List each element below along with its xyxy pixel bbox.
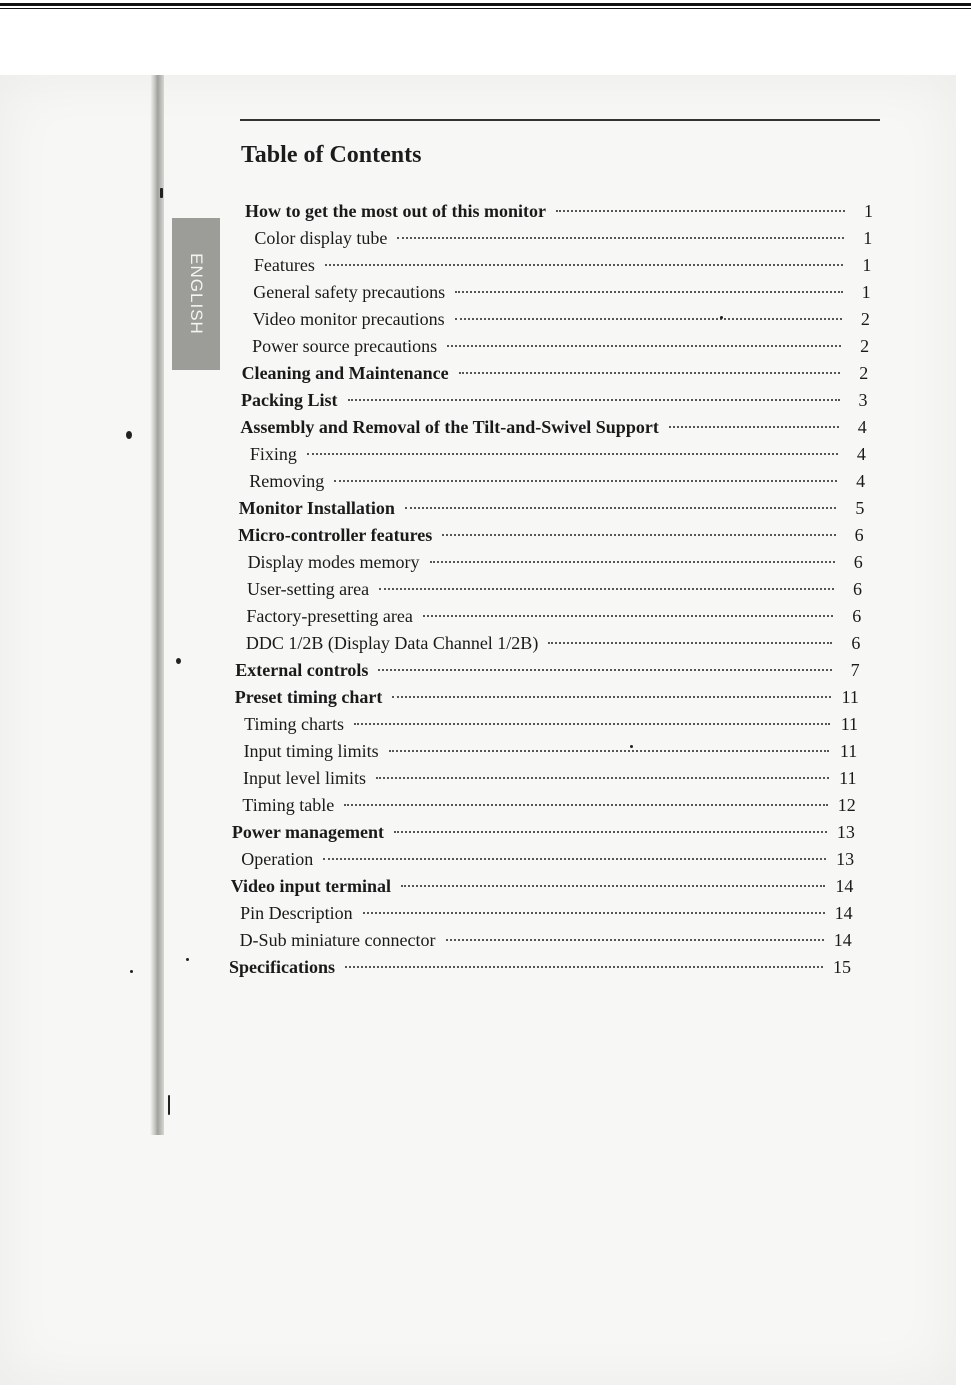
scan-speck	[160, 188, 163, 198]
dot-leader	[348, 399, 840, 401]
toc-subentry	[243, 767, 857, 789]
toc-entry	[235, 686, 859, 708]
toc-entry-label: Assembly and Removal of the Tilt-and-Swivel Support	[240, 417, 659, 437]
toc-entry-label: D-Sub miniature connector	[239, 930, 436, 950]
page-title: Table of Contents	[241, 142, 422, 168]
toc-entry-label: Specifications	[229, 957, 335, 977]
toc-entry	[229, 956, 851, 978]
scan-speck	[186, 958, 189, 961]
toc-subentry	[248, 551, 863, 573]
dot-leader	[389, 750, 830, 752]
toc-subentry	[244, 740, 858, 762]
toc-entry-page: 4	[857, 417, 867, 437]
dot-leader	[307, 453, 838, 455]
toc-entry-label: Operation	[241, 849, 314, 869]
toc-entry-label: Video monitor precautions	[252, 309, 445, 329]
scan-speck	[630, 745, 633, 748]
toc-subentry	[246, 632, 861, 654]
toc-entry-label: Features	[253, 255, 315, 275]
scan-speck	[720, 316, 723, 319]
toc-entry-page: 12	[837, 795, 856, 815]
dot-leader	[455, 318, 842, 320]
toc-subentry	[240, 929, 852, 951]
toc-entry-page: 1	[862, 255, 872, 275]
dot-leader	[430, 561, 835, 563]
toc-entry-label: Power source precautions	[252, 336, 438, 356]
toc-entry-page: 6	[853, 552, 863, 572]
dot-leader	[354, 723, 830, 725]
scan-speck	[126, 431, 132, 439]
toc-entry-label: External controls	[235, 660, 369, 680]
dot-leader	[392, 696, 831, 698]
dot-leader	[442, 534, 835, 536]
dot-leader	[556, 210, 845, 212]
toc-entry-label: Display modes memory	[247, 552, 420, 572]
toc-entry-label: Video input terminal	[230, 876, 392, 896]
toc-subentry	[249, 470, 865, 492]
toc-entry-page: 11	[840, 714, 859, 734]
dot-leader	[334, 480, 837, 482]
toc-entry-page: 1	[861, 282, 871, 302]
toc-entry-label: Timing table	[242, 795, 335, 815]
toc-entry-label: Power management	[231, 822, 384, 842]
toc-entry-page: 6	[852, 606, 862, 626]
toc-entry-label: Input level limits	[243, 768, 366, 788]
toc-entry-page: 6	[854, 525, 864, 545]
toc-entry-label: DDC 1/2B (Display Data Channel 1/2B)	[245, 633, 539, 653]
scan-speck	[130, 970, 133, 973]
dot-leader	[455, 291, 842, 293]
dot-leader	[669, 426, 839, 428]
toc-entry	[245, 200, 873, 222]
language-tab	[172, 218, 220, 370]
toc-entry-page: 2	[860, 309, 870, 329]
toc-entry	[235, 659, 859, 681]
toc-entry-label: Micro-controller features	[238, 525, 433, 545]
header-rule-thin	[0, 8, 971, 9]
toc-entry-label: Packing List	[241, 390, 338, 410]
toc-entry	[231, 875, 854, 897]
toc-entry-label: User-setting area	[247, 579, 370, 599]
dot-leader	[459, 372, 841, 374]
toc-entry-label: Removing	[249, 471, 325, 491]
toc-entry-page: 6	[851, 633, 861, 653]
toc-subentry	[247, 578, 862, 600]
toc-subentry	[241, 848, 854, 870]
toc-entry	[238, 524, 863, 546]
toc-entry	[241, 389, 868, 411]
toc-entry-label: Fixing	[249, 444, 297, 464]
toc-subentry	[254, 227, 872, 249]
title-rule	[240, 119, 880, 121]
dot-leader	[363, 912, 825, 914]
toc-subentry	[242, 794, 855, 816]
toc-subentry	[253, 308, 870, 330]
toc-subentry	[244, 713, 858, 735]
toc-subentry	[250, 443, 866, 465]
toc-entry-page: 13	[836, 849, 855, 869]
toc-entry-label: Cleaning and Maintenance	[241, 363, 449, 383]
toc-entry-page: 4	[856, 444, 866, 464]
toc-entry	[239, 497, 865, 519]
toc-subentry	[240, 902, 852, 924]
toc-entry-page: 11	[841, 687, 859, 707]
toc-entry	[242, 362, 869, 384]
toc-entry-page: 14	[833, 930, 852, 950]
toc-entry-page: 14	[835, 876, 854, 896]
toc-entry-label: Pin Description	[240, 903, 353, 923]
language-tab-label: ENGLISH	[187, 253, 207, 335]
toc-entry-page: 2	[860, 336, 870, 356]
dot-leader	[376, 777, 829, 779]
toc-entry-page: 3	[858, 390, 868, 410]
toc-entry-page: 15	[833, 957, 851, 977]
toc-entry-page: 1	[863, 228, 873, 248]
toc-entry-page: 14	[834, 903, 853, 923]
toc-subentry	[253, 281, 870, 303]
toc-entry-page: 6	[853, 579, 862, 599]
toc-entry-label: Factory-presetting area	[246, 606, 413, 626]
toc-subentry	[254, 254, 872, 276]
dot-leader	[394, 831, 827, 833]
toc-entry-page: 11	[839, 768, 857, 788]
dot-leader	[548, 642, 832, 644]
dot-leader	[397, 237, 844, 239]
toc-entry-label: Monitor Installation	[238, 498, 395, 518]
dot-leader	[423, 615, 833, 617]
dot-leader	[325, 264, 844, 266]
toc-subentry	[252, 335, 869, 357]
toc-entry-label: Timing charts	[244, 714, 344, 734]
dot-leader	[447, 345, 841, 347]
toc-entry-page: 7	[850, 660, 860, 680]
toc-entry-label: Input timing limits	[243, 741, 379, 761]
header-rule-thick	[0, 3, 971, 6]
toc-subentry	[246, 605, 861, 627]
dot-leader	[378, 669, 831, 671]
dot-leader	[446, 939, 824, 941]
toc-entry-label: Color display tube	[254, 228, 388, 248]
dot-leader	[344, 804, 827, 806]
dot-leader	[401, 885, 825, 887]
toc-entry	[232, 821, 855, 843]
scan-speck	[168, 1095, 170, 1115]
scan-speck	[176, 658, 181, 664]
toc-entry-label: General safety precautions	[253, 282, 446, 302]
toc-entry-page: 2	[859, 363, 869, 383]
dot-leader	[345, 966, 823, 968]
toc-entry-page: 5	[855, 498, 865, 518]
binding-shadow	[150, 75, 164, 1135]
toc-entry-page: 4	[856, 471, 866, 491]
toc-entry-page: 13	[836, 822, 855, 842]
toc-entry-page: 1	[864, 201, 873, 221]
toc-entry-page: 11	[839, 741, 858, 761]
toc-entry-label: How to get the most out of this monitor	[245, 201, 546, 221]
dot-leader	[323, 858, 826, 860]
dot-leader	[405, 507, 836, 509]
toc-entry	[240, 416, 866, 438]
toc-entry-label: Preset timing chart	[234, 687, 383, 707]
dot-leader	[379, 588, 834, 590]
